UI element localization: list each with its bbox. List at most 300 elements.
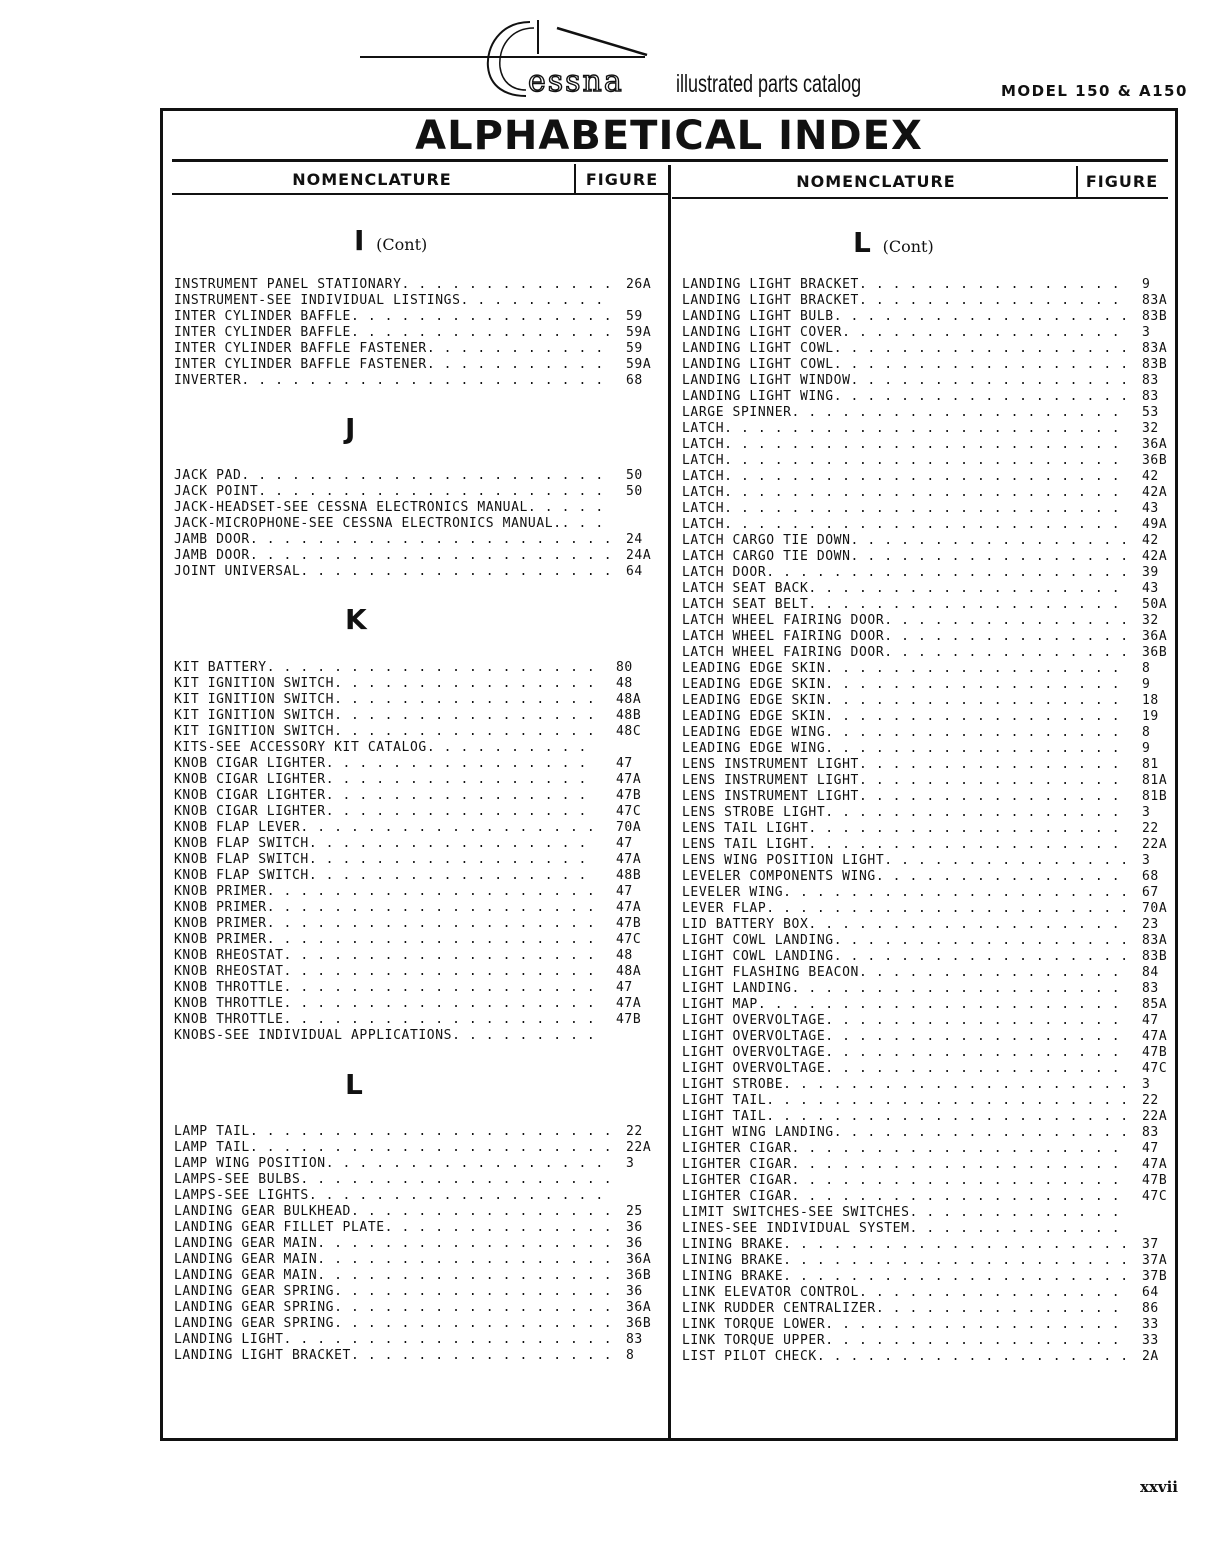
entry-name: LANDING LIGHT BRACKET	[682, 293, 859, 308]
entry-name: LENS TAIL LIGHT	[682, 821, 809, 836]
entry-figure: 24A	[626, 548, 652, 563]
index-entry	[682, 1205, 1166, 1221]
entry-figure: 23	[1142, 917, 1159, 932]
dot-leader: . . . . . . . . . . . . . . . . . .	[833, 341, 1129, 356]
entry-name: INTER CYLINDER BAFFLE	[174, 309, 351, 324]
index-entry	[682, 1157, 1166, 1173]
dot-leader: . . . . . . . . . . . . . . . .	[325, 756, 587, 771]
entry-figure: 36B	[626, 1316, 652, 1331]
section-i-cont	[354, 224, 427, 257]
dot-leader: . . . . . . . . . . . . . . . . . . .	[808, 837, 1121, 852]
index-entry	[174, 820, 664, 836]
index-entry	[174, 548, 664, 564]
entry-name: LATCH SEAT BACK	[682, 581, 809, 596]
index-entry	[174, 804, 664, 820]
entry-name: INSTRUMENT PANEL STATIONARY	[174, 277, 402, 292]
index-entry	[174, 772, 664, 788]
dot-leader: . . . . . . . . . . . . . . . . . .	[833, 949, 1129, 964]
entry-name: KNOB CIGAR LIGHTER	[174, 804, 326, 819]
dot-leader: . . . . . . . . . . . . . . .	[884, 629, 1129, 644]
index-entry	[682, 1221, 1166, 1237]
dot-leader: . . . . . . . . . . . . . . . . . . . . . . . .	[724, 485, 1121, 500]
index-entry	[682, 1013, 1166, 1029]
index-entry	[174, 1028, 664, 1044]
index-entry	[682, 1269, 1166, 1285]
entry-name: LENS TAIL LIGHT	[682, 837, 809, 852]
index-entry	[174, 884, 664, 900]
dot-leader: . . . . . . . . . . . . . . . . . . . . . .	[249, 548, 613, 563]
entry-figure: 48	[616, 948, 633, 963]
index-entry	[174, 500, 664, 516]
section-l-cont	[853, 226, 934, 259]
entry-name: LANDING GEAR FILLET PLATE	[174, 1220, 385, 1235]
dot-leader: . . .	[561, 516, 604, 531]
entry-figure: 3	[1142, 325, 1151, 340]
index-entry	[682, 741, 1166, 757]
dot-leader: . . . . . . . . . . . . . . . . . . . . . .	[241, 373, 604, 388]
entry-figure: 22A	[1142, 837, 1168, 852]
index-entry	[682, 757, 1166, 773]
entry-figure: 37A	[1142, 1253, 1168, 1268]
index-entry	[682, 533, 1166, 549]
index-entry	[682, 309, 1166, 325]
entry-name: LINING BRAKE	[682, 1237, 784, 1252]
entry-figure: 83A	[1142, 933, 1168, 948]
entry-figure: 70A	[1142, 901, 1168, 916]
dot-leader: . . . . . . . . . . . . . . . .	[858, 293, 1121, 308]
model-label: MODEL 150 & A150	[1001, 82, 1188, 100]
entry-name: KNOB RHEOSTAT	[174, 964, 284, 979]
index-entry	[682, 885, 1166, 901]
dot-leader: . . . . . . . . . . . . . . .	[884, 613, 1129, 628]
index-entry	[174, 309, 664, 325]
index-entry	[682, 805, 1166, 821]
dot-leader: . . . . . . . . . . . . . . . . . . . . .	[783, 1237, 1129, 1252]
dot-leader: . . . . . . . . . . . . . . . . . . .	[300, 1172, 613, 1187]
dot-leader: . . . . . . . . . . . . . . . . . .	[825, 1317, 1121, 1332]
index-entry	[174, 932, 664, 948]
entry-figure: 47A	[1142, 1157, 1168, 1172]
entry-figure: 3	[1142, 1077, 1151, 1092]
entry-figure: 83A	[1142, 341, 1168, 356]
dot-leader: . . . . . . . . . . . . . . . . . . . . . . . .	[724, 469, 1121, 484]
index-entry	[682, 917, 1166, 933]
entry-name: LATCH	[682, 469, 725, 484]
dot-leader: . . . . .	[527, 500, 604, 515]
entry-name: LIGHT OVERVOLTAGE	[682, 1045, 826, 1060]
entry-name: LIGHTER CIGAR	[682, 1141, 792, 1156]
index-entry	[682, 901, 1166, 917]
entry-name: LANDING GEAR MAIN	[174, 1268, 318, 1283]
index-entry	[174, 1268, 664, 1284]
entry-figure: 83B	[1142, 949, 1168, 964]
dot-leader: . . . . . . . . . . . . . . . . . . . .	[266, 932, 596, 947]
index-entry	[682, 1061, 1166, 1077]
brand-wordmark: essna	[528, 64, 624, 99]
entry-figure: 32	[1142, 421, 1159, 436]
index-entry	[682, 437, 1166, 453]
dot-leader: . . . . . . . . . . . . . . . .	[325, 788, 587, 803]
index-entry	[682, 1285, 1166, 1301]
entry-figure: 48A	[616, 692, 642, 707]
index-entry	[682, 821, 1166, 837]
index-entry	[174, 836, 664, 852]
dot-leader: . . . . . . . . . . . . .	[909, 1205, 1121, 1220]
dot-leader: . . . . . . . . . . . . . .	[384, 1220, 613, 1235]
entry-figure: 81	[1142, 757, 1159, 772]
entry-name: LEVELER WING	[682, 885, 784, 900]
entry-name: LARGE SPINNER	[682, 405, 792, 420]
entry-figure: 36	[626, 1284, 643, 1299]
entry-figure: 47C	[616, 932, 642, 947]
dot-leader: . . . . . . . . . . . . . . . . . . . .	[266, 916, 596, 931]
dot-leader: . . . . . . . . . . . . . . . . . . .	[283, 996, 596, 1011]
entry-name: LATCH	[682, 501, 725, 516]
entry-name: LANDING LIGHT BRACKET	[682, 277, 859, 292]
index-entry	[682, 581, 1166, 597]
index-list-l-cont	[682, 277, 1166, 1365]
index-entry	[174, 373, 664, 389]
dot-leader: . . . . . . . . . . . . . . . .	[858, 965, 1121, 980]
index-entry	[174, 660, 664, 676]
entry-figure: 47B	[616, 788, 642, 803]
dot-leader: . . . . . . . . . . . . . . . . . . . .	[791, 1141, 1121, 1156]
index-entry	[682, 869, 1166, 885]
left-header-rule	[172, 193, 668, 195]
dot-leader: . . . . . . . . . . . . . . . . . .	[833, 357, 1129, 372]
section-cont-note: (Cont)	[882, 237, 934, 256]
entry-figure: 47B	[1142, 1173, 1168, 1188]
entry-figure: 47C	[1142, 1061, 1168, 1076]
dot-leader: . . . . . . . . . . . . . . . . .	[308, 836, 587, 851]
entry-name: JOINT UNIVERSAL	[174, 564, 301, 579]
index-entry	[174, 692, 664, 708]
entry-figure: 2A	[1142, 1349, 1159, 1364]
entry-figure: 19	[1142, 709, 1159, 724]
dot-leader: . . . . . . . . . . . . . . . . .	[842, 325, 1121, 340]
dot-leader: . . . . . . . . . . . . . . .	[884, 853, 1129, 868]
entry-figure: 36A	[626, 1252, 652, 1267]
index-entry	[682, 997, 1166, 1013]
entry-figure: 24	[626, 532, 643, 547]
entry-figure: 36A	[626, 1300, 652, 1315]
entry-name: LAMP TAIL	[174, 1124, 250, 1139]
entry-figure: 86	[1142, 1301, 1159, 1316]
entry-figure: 9	[1142, 741, 1151, 756]
dot-leader: . . . . . . . . . . . . . . . .	[858, 773, 1121, 788]
dot-leader: . . . . . . . . . . . . . . . . . . . . .	[258, 484, 604, 499]
dot-leader: . . . . . . . . . .	[426, 740, 587, 755]
index-entry	[174, 964, 664, 980]
entry-figure: 26A	[626, 277, 652, 292]
dot-leader: . . . . . . . . . . . . . . . .	[334, 692, 596, 707]
dot-leader: . . . . . . . . . . . . . . . . . . . .	[266, 900, 596, 915]
entry-figure: 83	[1142, 981, 1159, 996]
entry-figure: 47	[1142, 1141, 1159, 1156]
entry-name: LANDING GEAR BULKHEAD	[174, 1204, 351, 1219]
index-entry	[682, 645, 1166, 661]
dot-leader: . . . . . . . . . . . . . . .	[875, 869, 1121, 884]
left-nomenclature-header: NOMENCLATURE	[292, 170, 452, 189]
dot-leader: . . . . . . . . . . . . . . . . . . . .	[791, 1157, 1121, 1172]
index-entry	[682, 725, 1166, 741]
entry-name: KIT IGNITION SWITCH	[174, 708, 335, 723]
entry-name: LID BATTERY BOX	[682, 917, 809, 932]
entry-figure: 83	[1142, 373, 1159, 388]
index-entry	[682, 1253, 1166, 1269]
entry-name: LATCH CARGO TIE DOWN	[682, 533, 851, 548]
index-list-i	[174, 277, 664, 389]
index-list-j	[174, 468, 664, 580]
index-entry	[682, 1029, 1166, 1045]
dot-leader: . . . . . . . . . . . . . . . . .	[850, 373, 1129, 388]
title-rule	[172, 159, 1168, 162]
dot-leader: . . . . . . . . . . . . . . . .	[858, 1285, 1121, 1300]
entry-name: LIGHT STROBE	[682, 1077, 784, 1092]
entry-figure: 42A	[1142, 549, 1168, 564]
entry-name: LATCH	[682, 517, 725, 532]
index-entry	[682, 469, 1166, 485]
index-entry	[174, 516, 664, 532]
entry-figure: 81A	[1142, 773, 1168, 788]
index-entry	[682, 933, 1166, 949]
entry-name: LINK TORQUE UPPER	[682, 1333, 826, 1348]
entry-figure: 50	[626, 468, 643, 483]
index-entry	[174, 325, 664, 341]
entry-name: JAMB DOOR	[174, 548, 250, 563]
entry-figure: 47B	[616, 916, 642, 931]
index-entry	[682, 1141, 1166, 1157]
entry-figure: 59A	[626, 357, 652, 372]
dot-leader: . . . . . . . . . . . . . . . .	[350, 1348, 613, 1363]
index-entry	[682, 373, 1166, 389]
entry-name: LANDING LIGHT	[174, 1332, 284, 1347]
dot-leader: . . . . . . . . . . . . . . . . . .	[833, 309, 1129, 324]
dot-leader: . . . . . . . . . . . . . . . . . . .	[816, 1349, 1129, 1364]
entry-name: LATCH	[682, 485, 725, 500]
index-entry	[682, 629, 1166, 645]
entry-name: LIGHT OVERVOLTAGE	[682, 1013, 826, 1028]
index-entry	[174, 1220, 664, 1236]
entry-name: LEADING EDGE SKIN	[682, 677, 826, 692]
dot-leader: . . . . . . . . . . . . .	[401, 277, 613, 292]
entry-figure: 49A	[1142, 517, 1168, 532]
dot-leader: . . . . . . . . . . . . . . . . .	[308, 868, 587, 883]
index-entry	[174, 916, 664, 932]
dot-leader: . . . . . . . . . . . . . . . . . .	[317, 1268, 613, 1283]
entry-name: LENS WING POSITION LIGHT	[682, 853, 885, 868]
dot-leader: . . . . . . . . . . . . . . . .	[334, 708, 596, 723]
entry-figure: 3	[626, 1156, 635, 1171]
entry-name: LATCH	[682, 421, 725, 436]
dot-leader: . . . . . . . . . . . . . . . . . . . . .	[783, 885, 1129, 900]
dot-leader: . . . . . . . . . . . . . . . . .	[308, 852, 587, 867]
dot-leader: . . . . . . . . . . . . . . . . . .	[825, 725, 1121, 740]
entry-figure: 48A	[616, 964, 642, 979]
entry-name: LANDING LIGHT BULB	[682, 309, 834, 324]
entry-figure: 8	[1142, 725, 1151, 740]
dot-leader: . . . . . . . . . . . . . . . . . .	[308, 1188, 604, 1203]
dot-leader: . . . . . . . . . . . . . . . . . . .	[283, 948, 596, 963]
dot-leader: . . . . . . . . . . . . . . . . . .	[833, 1125, 1129, 1140]
entry-figure: 42A	[1142, 485, 1168, 500]
entry-figure: 9	[1142, 677, 1151, 692]
entry-name: JACK-MICROPHONE-SEE CESSNA ELECTRONICS MANUAL.	[174, 516, 562, 531]
entry-name: LINING BRAKE	[682, 1269, 784, 1284]
entry-name: LEVER FLAP	[682, 901, 767, 916]
index-entry	[174, 293, 664, 309]
entry-figure: 53	[1142, 405, 1159, 420]
index-entry	[682, 277, 1166, 293]
entry-name: LIGHT TAIL	[682, 1109, 767, 1124]
index-entry	[174, 357, 664, 373]
dot-leader: . . . . . . . . . . . . . . . . .	[334, 1300, 613, 1315]
dot-leader: . . . . . . . . . . . . . . . .	[858, 277, 1121, 292]
index-entry	[682, 981, 1166, 997]
dot-leader: . . . . . . . . . . . . . . .	[875, 1301, 1121, 1316]
entry-figure: 83B	[1142, 309, 1168, 324]
entry-name: LIGHT OVERVOLTAGE	[682, 1061, 826, 1076]
index-entry	[682, 453, 1166, 469]
dot-leader: . . . . . . . . . . . . . . . . . . . . . .	[766, 901, 1129, 916]
entry-name: LIGHT MAP	[682, 997, 758, 1012]
entry-figure: 80	[616, 660, 633, 675]
index-entry	[682, 773, 1166, 789]
index-entry	[682, 1109, 1166, 1125]
dot-leader: . . . . . . . . . . . . . . . .	[350, 325, 613, 340]
entry-figure: 39	[1142, 565, 1159, 580]
entry-name: LATCH DOOR	[682, 565, 767, 580]
index-entry	[682, 1189, 1166, 1205]
entry-name: KNOB FLAP SWITCH	[174, 852, 309, 867]
index-entry	[174, 341, 664, 357]
entry-name: LANDING GEAR SPRING	[174, 1316, 335, 1331]
entry-name: LEADING EDGE WING	[682, 725, 826, 740]
entry-figure: 83	[1142, 1125, 1159, 1140]
page-number: xxvii	[1140, 1478, 1178, 1496]
index-entry	[174, 1332, 664, 1348]
entry-figure: 85A	[1142, 997, 1168, 1012]
entry-name: KIT IGNITION SWITCH	[174, 676, 335, 691]
entry-figure: 84	[1142, 965, 1159, 980]
dot-leader: . . . . . . . . . . . . . . . . . . . . .	[783, 1269, 1129, 1284]
index-entry	[174, 852, 664, 868]
index-entry	[682, 1077, 1166, 1093]
index-entry	[174, 1140, 664, 1156]
entry-figure: 33	[1142, 1317, 1159, 1332]
entry-name: LEADING EDGE WING	[682, 741, 826, 756]
entry-figure: 59	[626, 309, 643, 324]
index-entry	[174, 948, 664, 964]
index-entry	[174, 484, 664, 500]
entry-name: LANDING LIGHT COWL	[682, 357, 834, 372]
entry-figure: 47C	[1142, 1189, 1168, 1204]
dot-leader: . . . . . . . . . . . . . . . . . . . . . .	[766, 1109, 1129, 1124]
dot-leader: . . . . . . . . . . . . . . . . . .	[833, 933, 1129, 948]
entry-name: LIST PILOT CHECK	[682, 1349, 817, 1364]
entry-figure: 83A	[1142, 293, 1168, 308]
dot-leader: . . . . . . . . . . . . . . . . .	[850, 533, 1129, 548]
entry-name: JACK-HEADSET-SEE CESSNA ELECTRONICS MANUAL	[174, 500, 528, 515]
dot-leader: . . . . . . . . . . . . . . . . . . . .	[266, 660, 596, 675]
right-nomenclature-header: NOMENCLATURE	[796, 172, 956, 191]
dot-leader: . . . . . . . . . . . . . . . . . .	[833, 389, 1129, 404]
right-header-rule	[672, 197, 1168, 199]
index-entry	[174, 980, 664, 996]
dot-leader: . . . . . . . . . . . . . . . . . .	[825, 1045, 1121, 1060]
index-entry	[682, 965, 1166, 981]
entry-name: JAMB DOOR	[174, 532, 250, 547]
dot-leader: . . . . . . . . . . . . . . . . . . . . . . . .	[724, 517, 1121, 532]
dot-leader: . . . . . . . . . . . . . . . . . . . . .	[783, 1253, 1129, 1268]
dot-leader: . . . . . . . . . . . . . . . . . .	[825, 661, 1121, 676]
entry-name: LANDING LIGHT BRACKET	[174, 1348, 351, 1363]
page-title: ALPHABETICAL INDEX	[415, 113, 923, 159]
right-figure-header: FIGURE	[1085, 172, 1159, 191]
entry-figure: 43	[1142, 581, 1159, 596]
dot-leader: . . . . . . . . . . . . . . . . . . .	[300, 564, 613, 579]
dot-leader: . . . . . . . . . . . . . . . . .	[334, 1316, 613, 1331]
entry-name: KNOB CIGAR LIGHTER	[174, 756, 326, 771]
entry-figure: 50	[626, 484, 643, 499]
index-entry	[174, 900, 664, 916]
entry-name: KNOB RHEOSTAT	[174, 948, 284, 963]
index-entry	[174, 1316, 664, 1332]
dot-leader: . . . . . . . . . . . . . . . . . .	[825, 709, 1121, 724]
dot-leader: . . . . . . . . . . . . . . . . . . . . . .	[249, 532, 613, 547]
entry-figure: 48	[616, 676, 633, 691]
index-entry	[174, 1188, 664, 1204]
dot-leader: . . . . . . . . . . . . . . . . . .	[825, 1029, 1121, 1044]
dot-leader: . . . . . . . . . . . . . . . . . . . . . .	[766, 1093, 1129, 1108]
entry-name: KNOB FLAP SWITCH	[174, 868, 309, 883]
dot-leader: . . . . . . . . . . . . . . . . . .	[825, 741, 1121, 756]
index-list-l	[174, 1124, 664, 1364]
entry-figure: 47A	[1142, 1029, 1168, 1044]
dot-leader: . . . . . . . . . . . . . . . . . .	[825, 693, 1121, 708]
index-entry	[174, 756, 664, 772]
entry-name: LANDING GEAR SPRING	[174, 1284, 335, 1299]
entry-figure: 47	[616, 980, 633, 995]
entry-figure: 47A	[616, 996, 642, 1011]
entry-figure: 64	[626, 564, 643, 579]
index-entry	[682, 1333, 1166, 1349]
index-entry	[682, 565, 1166, 581]
entry-name: LIMIT SWITCHES-SEE SWITCHES	[682, 1205, 910, 1220]
dot-leader: . . . . . . . . . . . . . . . . .	[325, 1156, 604, 1171]
dot-leader: . . . . . . . . . . . . . . . . . .	[317, 1236, 613, 1251]
entry-name: LINK ELEVATOR CONTROL	[682, 1285, 859, 1300]
dot-leader: . . . . . . . . . . . . . . . . . . . .	[791, 1173, 1121, 1188]
entry-name: INTER CYLINDER BAFFLE FASTENER	[174, 357, 427, 372]
entry-name: LIGHT COWL LANDING	[682, 949, 834, 964]
dot-leader: . . . . . . . . . . . . . . . .	[350, 309, 613, 324]
entry-figure: 37B	[1142, 1269, 1168, 1284]
index-entry	[682, 1301, 1166, 1317]
index-entry	[174, 1124, 664, 1140]
dot-leader: . . . . . . . . . . . . . . . . . . .	[808, 821, 1121, 836]
entry-name: LIGHT OVERVOLTAGE	[682, 1029, 826, 1044]
index-entry	[682, 1237, 1166, 1253]
entry-name: LENS INSTRUMENT LIGHT	[682, 789, 859, 804]
index-entry	[682, 357, 1166, 373]
dot-leader: . . . . . . . . . . . . . . . . . . . .	[283, 1332, 613, 1347]
entry-figure: 22A	[1142, 1109, 1168, 1124]
entry-name: LIGHTER CIGAR	[682, 1157, 792, 1172]
entry-name: JACK PAD	[174, 468, 242, 483]
index-entry	[174, 532, 664, 548]
entry-figure: 36A	[1142, 629, 1168, 644]
